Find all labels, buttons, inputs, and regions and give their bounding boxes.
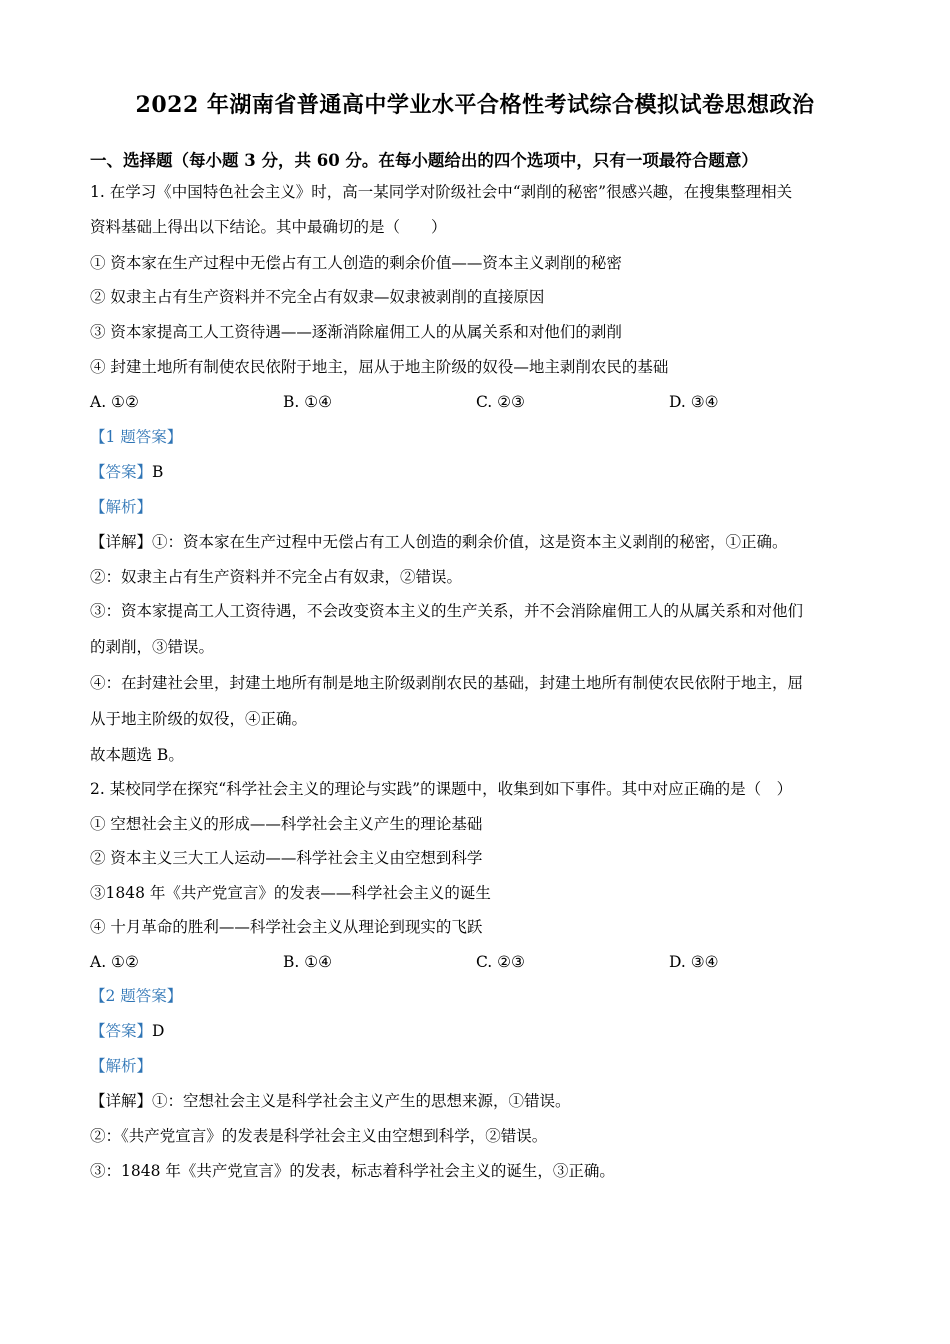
q1-stem-line1: 1. 在学习《中国特色社会主义》时，高一某同学对阶级社会中“剥削的秘密”很感兴趣，在搜集整理相关 [90, 183, 793, 201]
q2-answer-value: D [152, 1022, 165, 1040]
q2-option-a: A. ①② [90, 953, 139, 971]
q1-analysis-label: 【解析】 [90, 498, 153, 516]
q2-item-3: ③1848 年《共产党宣言》的发表——科学社会主义的诞生 [90, 884, 491, 902]
q1-answer-header: 【1 题答案】 [90, 428, 183, 446]
q1-conclusion: 故本题选 B。 [90, 746, 184, 764]
q1-stem-line2: 资料基础上得出以下结论。其中最确切的是（ ） [90, 218, 447, 236]
q1-option-b: B. ①④ [283, 393, 333, 411]
q1-detail-line1 [90, 532, 788, 552]
q1-answer-line [90, 462, 163, 482]
q2-detail-line2: ②：《共产党宣言》的发表是科学社会主义由空想到科学，②错误。 [90, 1127, 548, 1145]
q1-option-d: D. ③④ [669, 393, 719, 411]
q2-answer-header: 【2 题答案】 [90, 987, 183, 1005]
q2-option-c: C. ②③ [476, 953, 525, 971]
q1-item-4: ④ 封建土地所有制使农民依附于地主，屈从于地主阶级的奴役—地主剥削农民的基础 [90, 358, 669, 376]
q2-detail-label: 【详解】 [90, 1092, 153, 1110]
q1-option-c: C. ②③ [476, 393, 525, 411]
q1-item-3: ③ 资本家提高工人工资待遇——逐渐消除雇佣工人的从属关系和对他们的剥削 [90, 323, 622, 341]
q2-detail-text-1: ①：空想社会主义是科学社会主义产生的思想来源，①错误。 [152, 1092, 571, 1110]
q2-stem-line1: 2. 某校同学在探究“科学社会主义的理论与实践”的课题中，收集到如下事件。其中对应正确的是（ ） [90, 780, 793, 798]
q2-option-b: B. ①④ [283, 953, 333, 971]
q1-detail-line2: ②：奴隶主占有生产资料并不完全占有奴隶，②错误。 [90, 568, 463, 586]
q1-answer-value: B [152, 463, 164, 481]
q1-answer-label: 【答案】 [90, 463, 153, 481]
q2-answer-line [90, 1021, 164, 1041]
q1-item-2: ② 奴隶主占有生产资料并不完全占有奴隶—奴隶被剥削的直接原因 [90, 288, 545, 306]
q2-item-4: ④ 十月革命的胜利——科学社会主义从理论到现实的飞跃 [90, 918, 483, 936]
q2-detail-line3: ③：1848 年《共产党宣言》的发表，标志着科学社会主义的诞生，③正确。 [90, 1162, 615, 1180]
q1-detail-text-1: ①：资本家在生产过程中无偿占有工人创造的剩余价值，这是资本主义剥削的秘密，①正确。 [152, 533, 788, 551]
q2-answer-label: 【答案】 [90, 1022, 153, 1040]
section-heading: 一、选择题（每小题 3 分，共 60 分。在每小题给出的四个选项中，只有一项最符合题意） [90, 151, 758, 170]
q2-option-d: D. ③④ [669, 953, 719, 971]
q1-detail-label: 【详解】 [90, 533, 153, 551]
q1-detail-line3: ③：资本家提高工人工资待遇，不会改变资本主义的生产关系，并不会消除雇佣工人的从属关系和对他们 [90, 602, 804, 620]
q1-option-a: A. ①② [90, 393, 139, 411]
q1-detail-line4: 的剥削，③错误。 [90, 638, 215, 656]
q1-detail-line6: 从于地主阶级的奴役，④正确。 [90, 710, 308, 728]
q1-item-1: ① 资本家在生产过程中无偿占有工人创造的剩余价值——资本主义剥削的秘密 [90, 254, 622, 272]
q2-detail-line1 [90, 1091, 571, 1111]
q2-analysis-label: 【解析】 [90, 1057, 153, 1075]
q1-detail-line5: ④：在封建社会里，封建土地所有制是地主阶级剥削农民的基础，封建土地所有制使农民依附于地主，屈 [90, 674, 804, 692]
page-title: 2022 年湖南省普通高中学业水平合格性考试综合模拟试卷思想政治 [135, 92, 815, 118]
q2-item-2: ② 资本主义三大工人运动——科学社会主义由空想到科学 [90, 849, 483, 867]
q2-item-1: ① 空想社会主义的形成——科学社会主义产生的理论基础 [90, 815, 483, 833]
